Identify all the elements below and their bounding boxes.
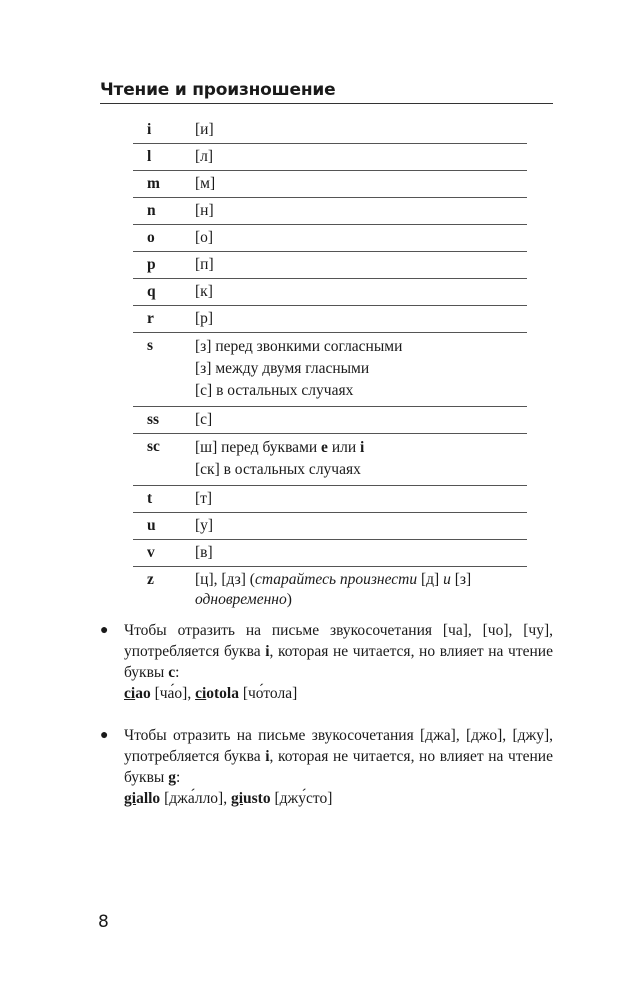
sound-cell	[195, 437, 527, 481]
letter-cell: q	[147, 283, 156, 300]
letter-cell: s	[147, 337, 154, 354]
letter-e: e	[321, 439, 328, 456]
letter-cell: l	[147, 148, 152, 165]
page-title: Чтение и произношение	[100, 80, 336, 100]
example-transcription: [джа́лло]	[160, 790, 224, 807]
example-prefix: ci	[195, 685, 207, 702]
table-row	[133, 225, 527, 252]
sound-cell: [п]	[195, 256, 214, 273]
rule-text: , которая не читается, но влияет на чтение буквы	[124, 748, 553, 786]
letter-cell: t	[147, 490, 153, 507]
rule-text: Чтобы отразить на письме звукосочетания [джа], [джо], [джу], употребляется буква	[124, 727, 553, 765]
italic-note: одновременно	[195, 591, 287, 608]
letter-cell: ss	[147, 411, 160, 428]
rule-text: :	[175, 769, 181, 786]
list-item-body	[124, 725, 553, 809]
sound-text: [ш] перед буквами	[195, 439, 318, 456]
letter-cell: v	[147, 544, 155, 561]
table-row	[133, 434, 527, 486]
sound-text: [д]	[421, 571, 440, 588]
letter-cell: m	[147, 175, 160, 192]
table-row	[133, 486, 527, 513]
example-word	[124, 685, 151, 702]
sound-cell: [н]	[195, 202, 214, 219]
table-row	[133, 198, 527, 225]
table-row	[133, 407, 527, 434]
sound-cell: [и]	[195, 121, 214, 138]
letter-i: i	[360, 439, 365, 456]
letter-cell: u	[147, 517, 156, 534]
example-rest: otola	[206, 685, 239, 702]
letter-target: c	[168, 664, 176, 681]
letter-i: i	[265, 748, 270, 765]
example-rest: ao	[135, 685, 151, 702]
table-row	[133, 171, 527, 198]
rule-text: , которая не читается, но влияет на чтение буквы	[124, 643, 553, 681]
table-row	[133, 540, 527, 567]
example-rest: allo	[136, 790, 161, 807]
example-rest: usto	[243, 790, 271, 807]
letter-cell: p	[147, 256, 156, 273]
table-row	[133, 279, 527, 306]
sound-line: [з] перед звонкими согласными	[195, 338, 403, 355]
list-item-body	[124, 620, 553, 704]
bullet-icon: ●	[100, 623, 109, 638]
letter-cell: i	[147, 121, 152, 138]
sound-line: [з] между двумя гласными	[195, 360, 370, 377]
sound-cell: [л]	[195, 148, 214, 165]
page-number: 8	[98, 912, 109, 932]
table-row	[133, 306, 527, 333]
letter-i: i	[265, 643, 270, 660]
example-transcription: [джу́сто]	[270, 790, 333, 807]
separator: ,	[223, 790, 231, 807]
sound-line: [ск] в остальных случаях	[195, 461, 361, 478]
example-transcription: [чо́тола]	[238, 685, 298, 702]
sound-cell: [о]	[195, 229, 214, 246]
example-word	[231, 790, 271, 807]
sound-cell: [у]	[195, 517, 214, 534]
examples-line	[124, 788, 553, 809]
table-row	[133, 333, 527, 407]
letter-cell: o	[147, 229, 155, 246]
separator: ,	[187, 685, 196, 702]
sound-cell: [т]	[195, 490, 213, 507]
list-item	[100, 620, 553, 704]
sound-cell: [р]	[195, 310, 214, 327]
letter-cell: sc	[147, 438, 160, 455]
sound-text: или	[331, 439, 357, 456]
letter-cell: n	[147, 202, 156, 219]
list-item	[100, 725, 553, 809]
rule-text: Чтобы отразить на письме звукосочетания [ча], [чо], [чу], употребляется буква	[124, 622, 553, 660]
examples-line	[124, 683, 553, 704]
example-prefix: gi	[124, 790, 137, 807]
table-row	[133, 117, 527, 144]
letter-cell: z	[147, 571, 154, 588]
table-row	[133, 252, 527, 279]
letter-target: g	[168, 769, 176, 786]
table-row	[133, 513, 527, 540]
sound-text: [з]	[454, 571, 472, 588]
header-divider	[100, 103, 553, 104]
sound-text: [ц], [дз] (	[195, 571, 255, 588]
letter-cell: r	[147, 310, 154, 327]
example-prefix: ci	[124, 685, 136, 702]
sound-cell: [с]	[195, 411, 213, 428]
italic-note: и	[443, 571, 451, 588]
sound-cell	[195, 336, 527, 402]
italic-note: старайтесь произнести	[254, 571, 418, 588]
sound-cell: [в]	[195, 544, 213, 561]
sound-cell: [м]	[195, 175, 216, 192]
example-word	[124, 790, 160, 807]
sound-text: )	[286, 591, 292, 608]
sound-cell	[195, 570, 527, 610]
example-transcription: [ча́о]	[150, 685, 188, 702]
rule-text: :	[175, 664, 180, 681]
sound-cell: [к]	[195, 283, 213, 300]
sound-line: [с] в остальных случаях	[195, 382, 354, 399]
pronunciation-table	[133, 117, 527, 614]
example-prefix: gi	[230, 790, 244, 807]
sound-line	[195, 437, 527, 459]
rules-list	[100, 620, 553, 830]
table-row	[133, 144, 527, 171]
bullet-icon: ●	[100, 728, 109, 743]
table-row	[133, 567, 527, 614]
example-word	[195, 685, 239, 702]
